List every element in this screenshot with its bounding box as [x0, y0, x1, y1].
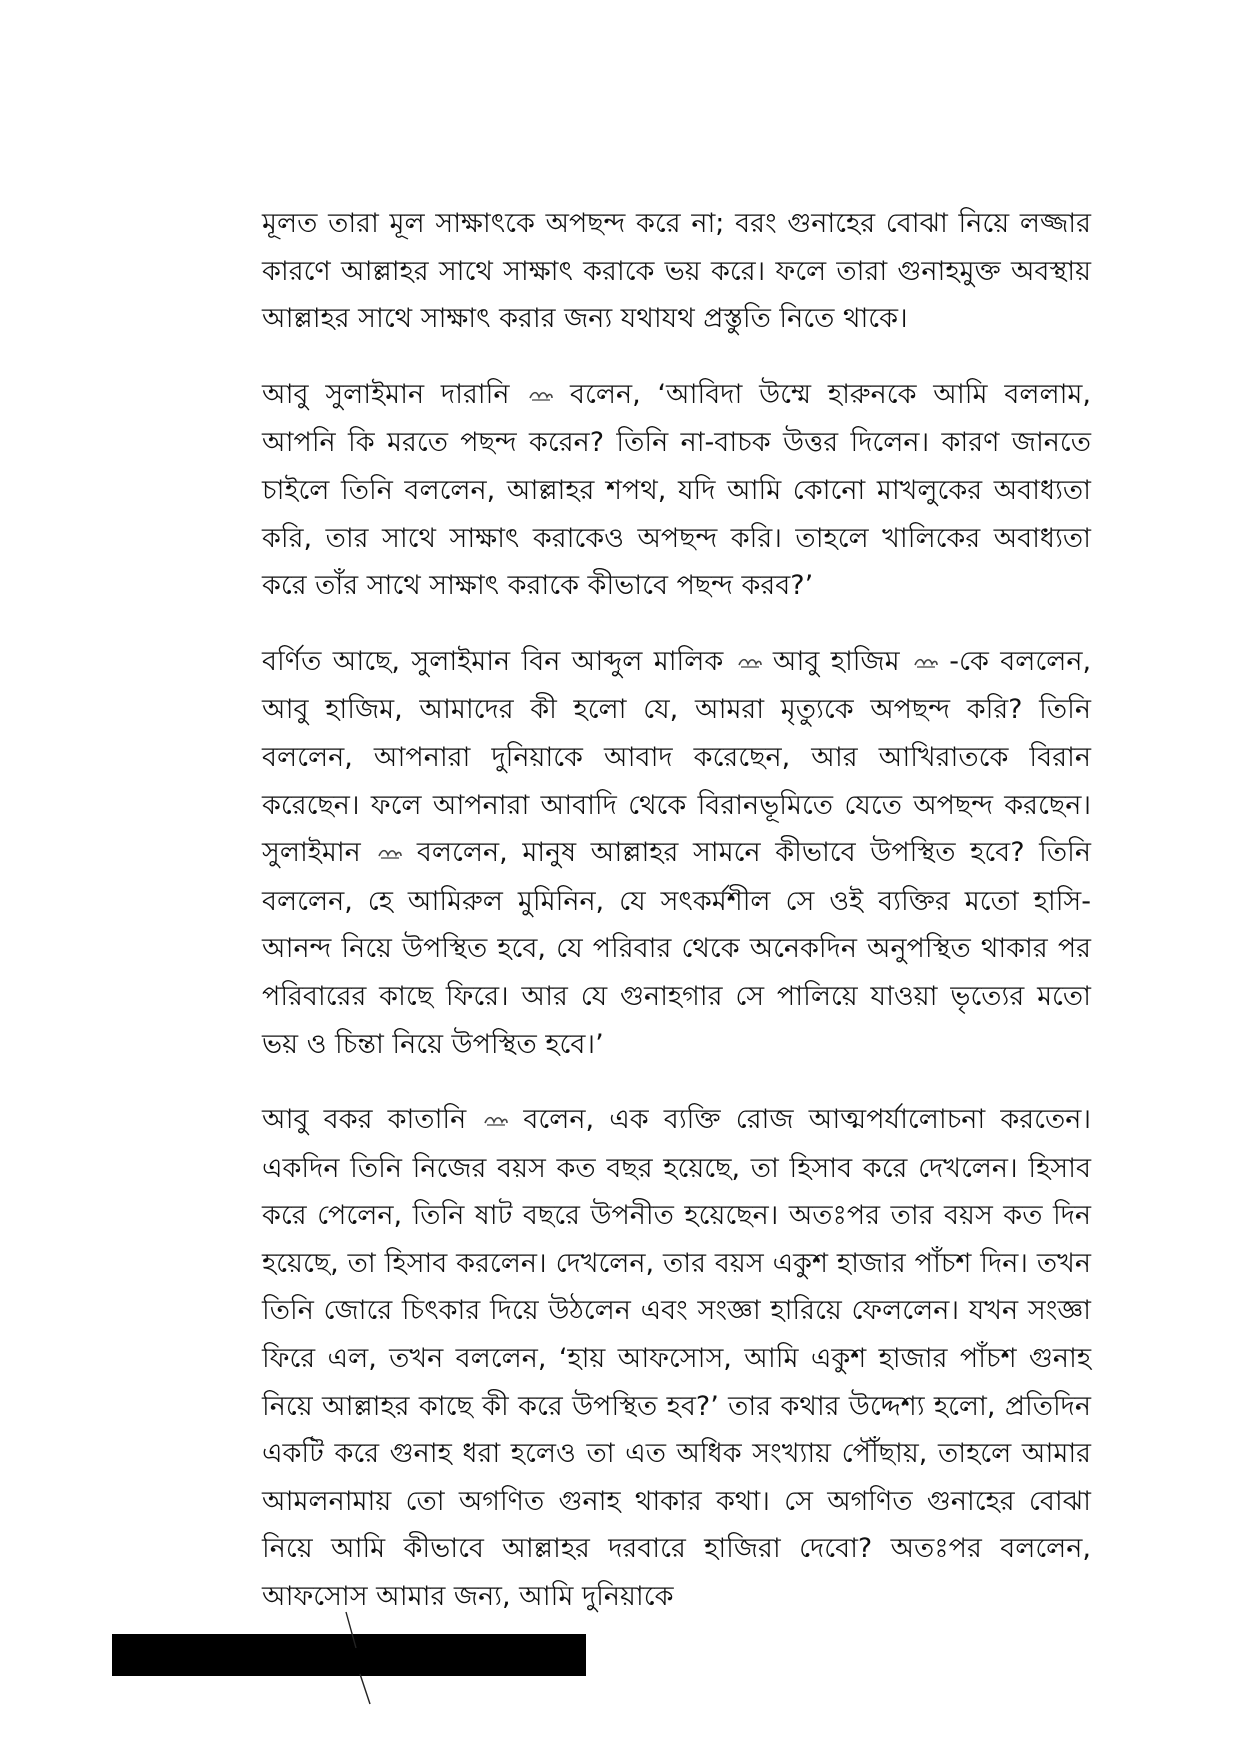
honorific-glyph-svg [377, 846, 403, 860]
page-body [262, 200, 1091, 1649]
honorific-calligraphy-icon [483, 1110, 521, 1130]
paragraph-3 [262, 638, 1091, 1068]
paragraph-text: বলেন, ‘আবিদা উম্মে হারুনকে আমি বললাম, আপনি কি মরতে পছন্দ করেন? তিনি না-বাচক উত্তর দিলেন। কারণ জানতে চাইলে তিনি বললেন, আল্লাহর শপথ, যদি আমি কোনো মাখলুকের অবাধ্যতা করি, তার সাথে সাক্ষাৎ করাকেও অপছন্দ করি। তাহলে খালিকের অবাধ্যতা করে তাঁর সাথে সাক্ষাৎ করাকে কীভাবে পছন্দ করব?’ [262, 378, 1091, 602]
honorific-glyph-svg [528, 388, 554, 402]
honorific-calligraphy-icon [528, 385, 568, 405]
honorific-glyph-svg [483, 1113, 509, 1127]
paragraph-text: মূলত তারা মূল সাক্ষাৎকে অপছন্দ করে না; বরং গুনাহের বোঝা নিয়ে লজ্জার কারণে আল্লাহর সাথে সাক্ষাৎ করাকে ভয় করে। ফলে তারা গুনাহমুক্ত অবস্থায় আল্লাহর সাথে সাক্ষাৎ করার জন্য যথাযথ প্রস্তুতি নিতে থাকে। [262, 208, 1091, 335]
paragraph-2 [262, 371, 1091, 610]
honorific-glyph-svg [913, 655, 939, 669]
paragraph-text: বললেন, মানুষ আল্লাহর সামনে কীভাবে উপস্থিত হবে? তিনি বললেন, হে আমিরুল মুমিনিন, যে সৎকর্মশীল সে ওই ব্যক্তির মতো হাসি-আনন্দ নিয়ে উপস্থিত হবে, যে পরিবার থেকে অনেকদিন অনুপস্থিত থাকার পর পরিবারের কাছে ফিরে। আর যে গুনাহগার সে পালিয়ে যাওয়া ভৃত্যের মতো ভয় ও চিন্তা নিয়ে উপস্থিত হবে।’ [262, 837, 1091, 1060]
paragraph-text: -কে বললেন, আবু হাজিম, আমাদের কী হলো যে, আমরা মৃত্যুকে অপছন্দ করি? তিনি বললেন, আপনারা দুনিয়াকে আবাদ করেছেন, আর আখিরাতকে বিরান করেছেন। ফলে আপনারা আবাদি থেকে বিরানভূমিতে যেতে অপছন্দ করছেন। সুলাইমান [262, 645, 1092, 869]
honorific-calligraphy-icon [913, 652, 947, 672]
paragraph-text: আবু হাজিম [772, 645, 900, 677]
paragraph-1 [262, 200, 1091, 343]
paragraph-4 [262, 1096, 1091, 1621]
honorific-calligraphy-icon [737, 652, 771, 672]
paragraph-text: আবু বকর কাতানি [262, 1104, 467, 1136]
scan-line-mark [344, 1610, 374, 1706]
paragraph-text: বর্ণিত আছে, সুলাইমান বিন আব্দুল মালিক [262, 645, 724, 677]
paragraph-text: আবু সুলাইমান দারানি [262, 378, 510, 410]
honorific-glyph-svg [737, 655, 763, 669]
paragraph-text: বলেন, এক ব্যক্তি রোজ আত্মপর্যালোচনা করতেন। একদিন তিনি নিজের বয়স কত বছর হয়েছে, তা হিসাব করে দেখলেন। হিসাব করে পেলেন, তিনি ষাট বছরে উপনীত হয়েছেন। অতঃপর তার বয়স কত দিন হয়েছে, তা হিসাব করলেন। দেখলেন, তার বয়স একুশ হাজার পাঁচশ দিন। তখন তিনি জোরে চিৎকার দিয়ে উঠলেন এবং সংজ্ঞা হারিয়ে ফেললেন। যখন সংজ্ঞা ফিরে এল, তখন বললেন, ‘হায় আফসোস, আমি একুশ হাজার পাঁচশ গুনাহ নিয়ে আল্লাহর কাছে কী করে উপস্থিত হব?’ তার কথার উদ্দেশ্য হলো, প্রতিদিন একটি করে গুনাহ ধরা হলেও তা এত অধিক সংখ্যায় পৌঁছায়, তাহলে আমার আমলনামায় তো অগণিত গুনাহ থাকার কথা। সে অগণিত গুনাহের বোঝা নিয়ে আমি কীভাবে আল্লাহর দরবারে হাজিরা দেবো? অতঃপর বললেন, আফসোস আমার জন্য, আমি দুনিয়াকে [262, 1104, 1091, 1613]
honorific-calligraphy-icon [377, 843, 414, 863]
